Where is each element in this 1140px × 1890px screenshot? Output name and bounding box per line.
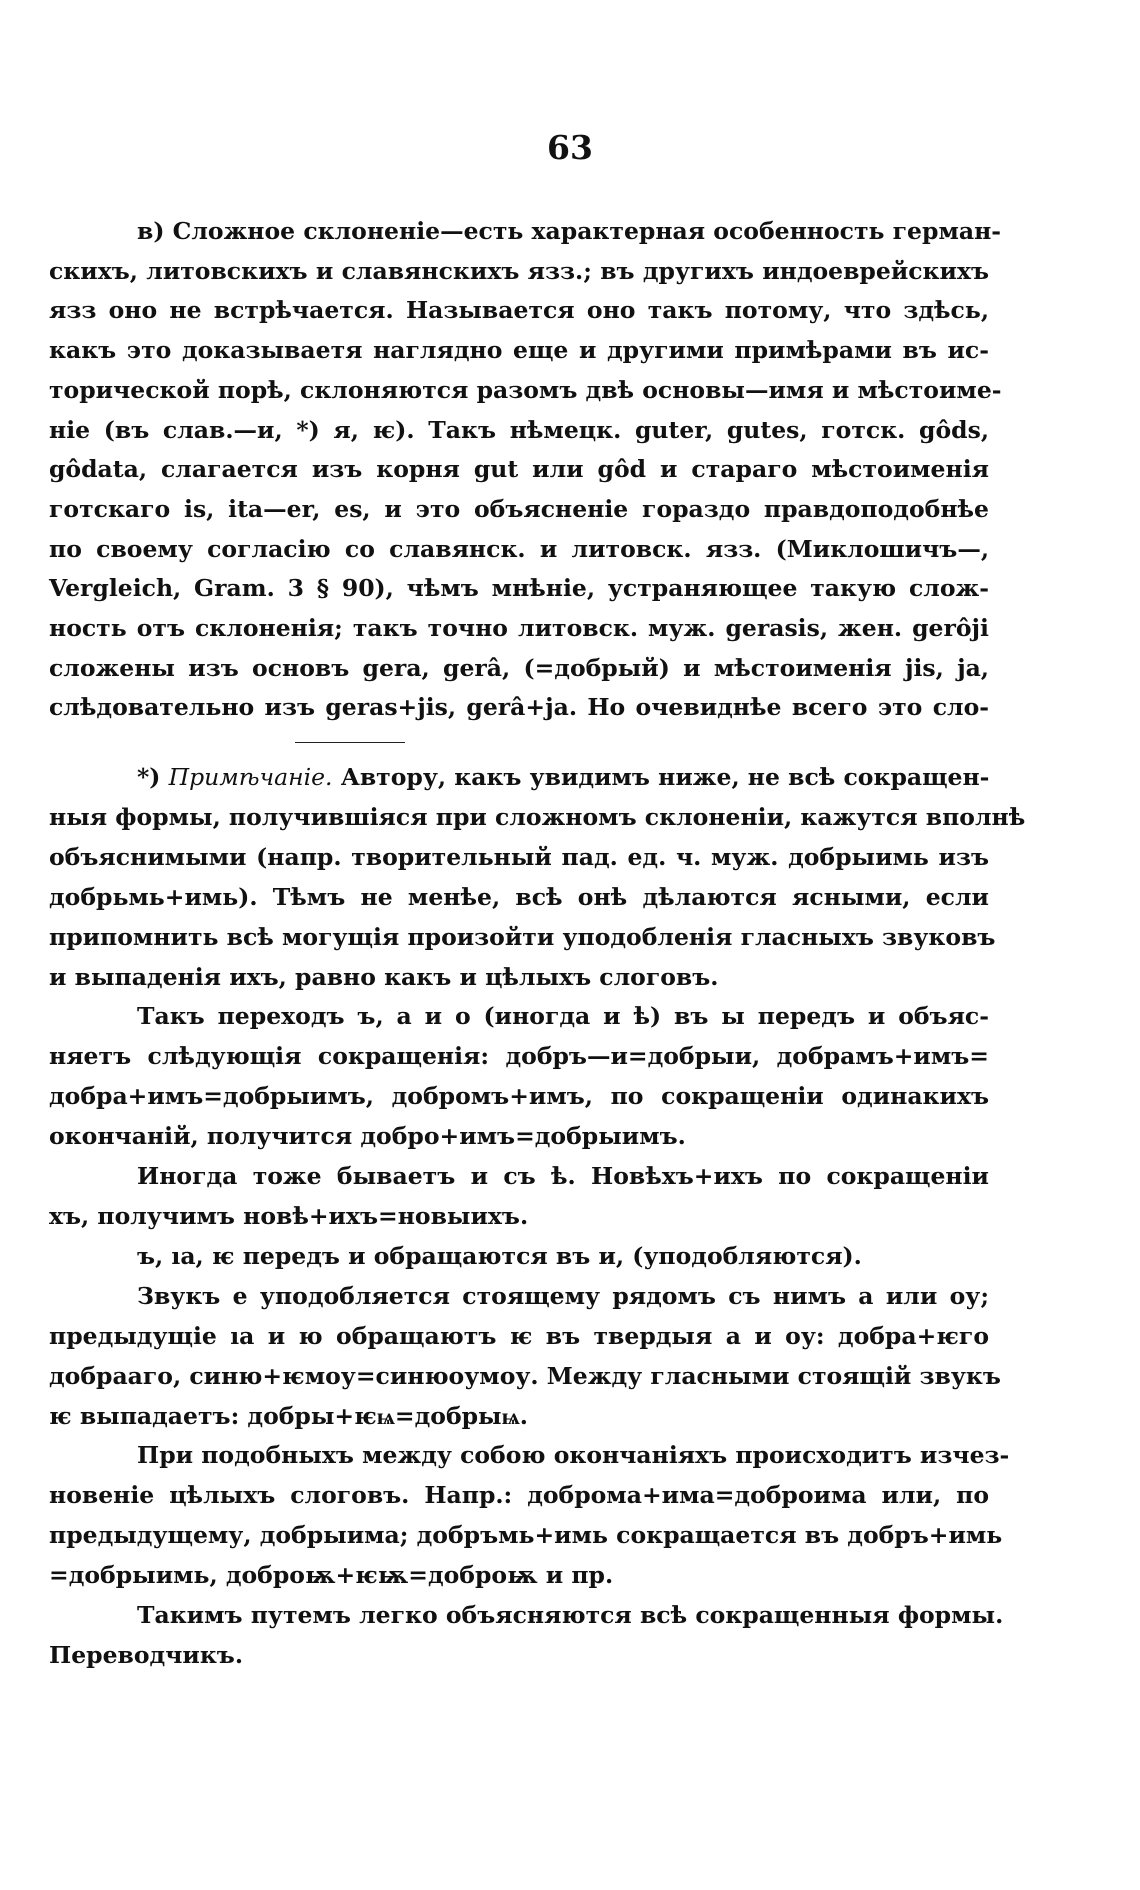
footnote-line-text: Автору, какъ увидимъ ниже, не всѣ сокращен- — [340, 763, 990, 791]
main-line: gôdata, слагается изъ корня gut или gôd и стараго мѣстоименія — [49, 455, 989, 484]
footnote-line: Такимъ путемъ легко объясняются всѣ сокращенныя формы. — [137, 1601, 1004, 1630]
main-line: язз оно не встрѣчается. Называется оно такъ потому, что здѣсь, — [49, 296, 989, 325]
footnote-line: ѥ выпадаетъ: добры+ѥѩ=добрыѩ. — [49, 1401, 528, 1430]
footnote-line — [49, 758, 989, 798]
footnote-paragraph — [49, 758, 1026, 997]
footnote-paragraph — [49, 997, 989, 1157]
footnote-paragraph — [49, 1277, 1001, 1437]
footnote-paragraph — [49, 1237, 989, 1277]
footnote-line: =добрыимь, доброѭ+ѥѭ=доброѭ и пр. — [49, 1561, 614, 1590]
translator-signature: Переводчикъ. — [49, 1640, 244, 1669]
footnote-line: объяснимыми (напр. творительный пад. ед. ч. муж. добрыимь изъ — [49, 842, 989, 871]
footnote-paragraph — [49, 1436, 1010, 1596]
footnote-line: предыдущему, добрыима; добръмь+имь сокращается въ добръ+имь — [49, 1521, 1003, 1550]
main-paragraph — [49, 212, 1002, 728]
footnote-paragraph — [49, 1596, 1004, 1676]
main-line: Vergleich, Gram. 3 § 90), чѣмъ мнѣніе, устраняющее такую слож- — [49, 574, 989, 603]
footnote-line: хъ, получимъ новѣ+ихъ=новыихъ. — [49, 1201, 529, 1230]
footnote-line: добрьмь+имь). Тѣмъ не менѣе, всѣ онѣ дѣлаются ясными, если — [49, 882, 989, 911]
footnote-line: добрааго, синю+ѥмоу=синюоумоу. Между гласными стоящій звукъ — [49, 1361, 1001, 1390]
footnote-line: ъ, ıа, ѥ передъ и обращаются въ и, (уподобляются). — [137, 1241, 862, 1270]
footnote-line: и выпаденія ихъ, равно какъ и цѣлыхъ слоговъ. — [49, 962, 719, 991]
footnote-line: Такъ переходъ ъ, а и о (иногда и ѣ) въ ы передъ и объяс- — [137, 1002, 989, 1031]
footnote-line: припомнить всѣ могущія произойти уподобленія гласныхъ звуковъ — [49, 922, 996, 951]
main-line: торической порѣ, склоняются разомъ двѣ основы—имя и мѣстоиме- — [49, 375, 1002, 404]
main-line: по своему согласію со славянск. и литовск. язз. (Миклошичъ—, — [49, 534, 989, 563]
footnote-line: При подобныхъ между собою окончаніяхъ происходитъ изчез- — [137, 1441, 1010, 1470]
main-line: скихъ, литовскихъ и славянскихъ язз.; въ другихъ индоеврейскихъ — [49, 256, 989, 285]
main-line: какъ это доказываетя наглядно еще и другими примѣрами въ ис- — [49, 336, 989, 365]
main-line: ніе (въ слав.—и, *) я, ѥ). Такъ нѣмецк. guter, gutes, готск. gôds, — [49, 415, 989, 444]
footnote-marker: *) — [137, 763, 161, 791]
main-line: готскаго is, ita—er, es, и это объясненіе гораздо правдоподобнѣе — [49, 494, 989, 523]
footnote-line: окончаній, получится добро+имъ=добрыимъ. — [49, 1122, 686, 1151]
main-line: слѣдовательно изъ geras+jis, gerâ+ja. Но очевиднѣе всего это сло- — [49, 693, 989, 722]
main-line: сложены изъ основъ gera, gerâ, (=добрый) и мѣстоименія jis, ja, — [49, 653, 989, 682]
page-number: 63 — [547, 128, 593, 167]
main-line: ность отъ склоненія; такъ точно литовск. муж. gerasis, жен. gerôji — [49, 614, 989, 643]
footnote-line: ныя формы, получившіяся при сложномъ склоненіи, кажутся вполнѣ — [49, 802, 1026, 831]
footnote-line: добра+имъ=добрыимъ, добромъ+имъ, по сокращеніи одинакихъ — [49, 1082, 989, 1111]
footnote-line: новеніе цѣлыхъ слоговъ. Напр.: доброма+има=доброима или, по — [49, 1481, 989, 1510]
main-line: в) Сложное склоненіе—есть характерная особенность герман- — [137, 217, 1002, 245]
footnote-line: предыдущіе ıа и ю обращаютъ ѥ въ твердыя а и оу: добра+ѥго — [49, 1321, 989, 1350]
footnote-paragraph — [49, 1157, 989, 1237]
footnote — [49, 758, 1026, 1676]
footnote-line: Иногда тоже бываетъ и съ ѣ. Новѣхъ+ихъ по сокращеніи — [137, 1162, 989, 1191]
footnote-label: Примѣчаніе. — [168, 763, 333, 791]
footnote-line: няетъ слѣдующія сокращенія: добръ—и=добрыи, добрамъ+имъ= — [49, 1042, 989, 1071]
footnote-line: Звукъ е уподобляется стоящему рядомъ съ нимъ а или оу; — [137, 1281, 989, 1310]
footnote-separator-rule — [295, 742, 405, 743]
